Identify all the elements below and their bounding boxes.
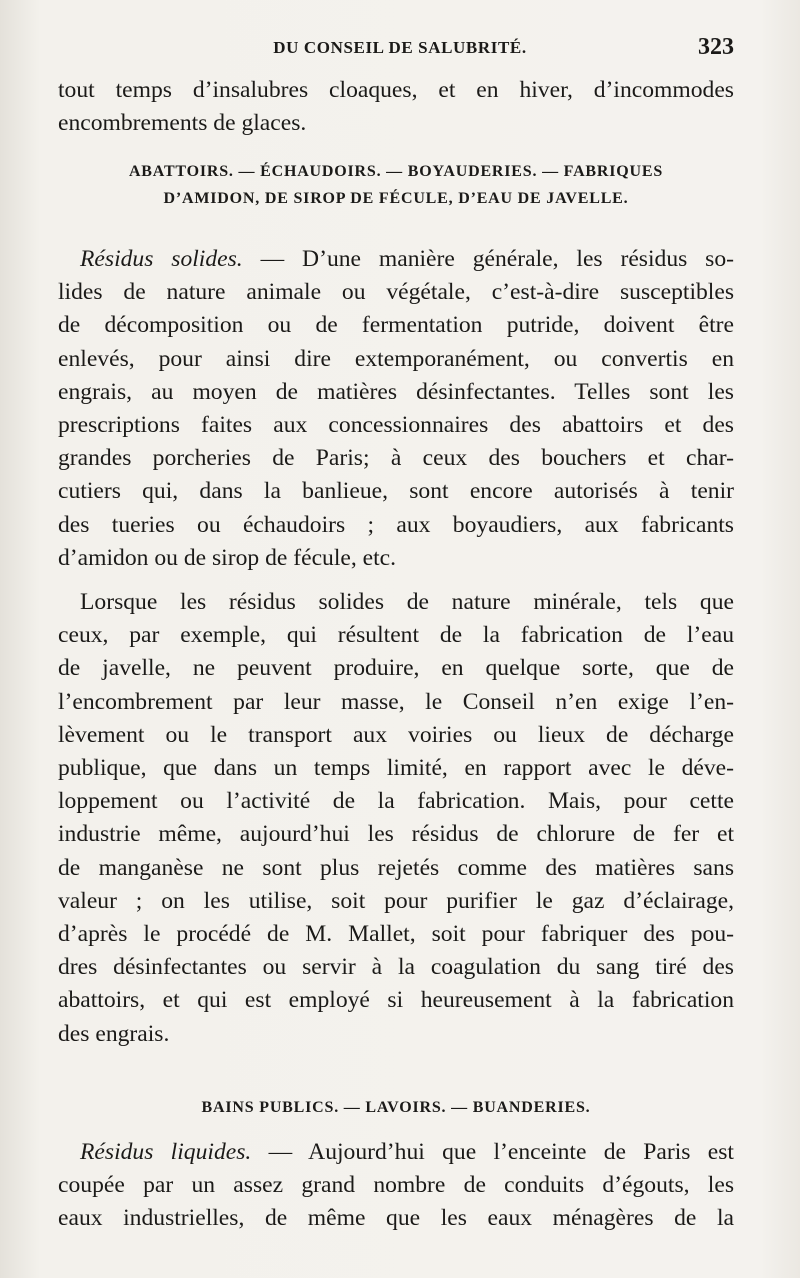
section-title-abattoirs bbox=[58, 158, 734, 212]
text-line bbox=[58, 1136, 734, 1169]
text-line: de javelle, ne peuvent produire, en quelque sorte, que de bbox=[58, 655, 734, 682]
text-line: publique, que dans un temps limité, en rapport avec le déve- bbox=[58, 755, 734, 782]
text-line: lides de nature animale ou végétale, c’est-à-dire susceptibles bbox=[58, 279, 734, 306]
text-line: prescriptions faites aux concessionnaires des abattoirs et des bbox=[58, 412, 734, 439]
text-line: loppement ou l’activité de la fabrication. Mais, pour cette bbox=[58, 788, 734, 815]
text-line: d’amidon ou de sirop de fécule, etc. bbox=[58, 544, 397, 571]
intro-paragraph bbox=[58, 74, 734, 140]
text-line: de manganèse ne sont plus rejetés comme des matières sans bbox=[58, 854, 734, 881]
text-line: l’encombrement par leur masse, le Conseil n’en exige l’en- bbox=[58, 688, 734, 715]
page-header bbox=[60, 34, 740, 64]
running-head: DU CONSEIL DE SALUBRITÉ. bbox=[273, 38, 527, 57]
text-line: d’après le procédé de M. Mallet, soit pour fabriquer des pou- bbox=[58, 921, 734, 948]
text-line: des tueries ou échaudoirs ; aux boyaudiers, aux fabricants bbox=[58, 511, 734, 538]
text-line: abattoirs, et qui est employé si heureusement à la fabrication bbox=[58, 987, 734, 1014]
text-line: de décomposition ou de fermentation putride, doivent être bbox=[58, 312, 734, 339]
paragraph-lead: Résidus liquides. bbox=[80, 1139, 252, 1165]
section-title-bains bbox=[58, 1094, 734, 1121]
text-line: enlevés, pour ainsi dire extemporanément, ou convertis en bbox=[58, 345, 734, 372]
page-number: 323 bbox=[698, 34, 734, 60]
text-line: grandes porcheries de Paris; à ceux des bouchers et char- bbox=[58, 445, 734, 472]
paragraph-lead-rest: — Aujourd’hui que l’enceinte de Paris est bbox=[251, 1139, 734, 1165]
paragraph-residus-mineraux bbox=[58, 586, 734, 1051]
text-line: dres désinfectantes ou servir à la coagulation du sang tiré des bbox=[58, 954, 734, 981]
text-line: cutiers qui, dans la banlieue, sont encore autorisés à tenir bbox=[58, 478, 734, 505]
paragraph-residus-solides bbox=[58, 243, 734, 575]
section-title-line: ABATTOIRS. — ÉCHAUDOIRS. — BOYAUDERIES. — FABRIQUES bbox=[128, 163, 664, 180]
text-line: encombrements de glaces. bbox=[58, 110, 307, 137]
paragraph-residus-liquides bbox=[58, 1136, 734, 1236]
text-line: industrie même, aujourd’hui les résidus de chlorure de fer et bbox=[58, 821, 734, 848]
text-line: Lorsque les résidus solides de nature minérale, tels que bbox=[80, 589, 734, 615]
paragraph-lead-rest: — D’une manière générale, les résidus so- bbox=[242, 246, 735, 272]
text-line: lèvement ou le transport aux voiries ou lieux de décharge bbox=[58, 721, 734, 748]
text-line: engrais, au moyen de matières désinfectantes. Telles sont les bbox=[58, 378, 734, 405]
paragraph-lead: Résidus solides. bbox=[80, 246, 243, 272]
text-line: ceux, par exemple, qui résultent de la fabrication de l’eau bbox=[58, 622, 734, 649]
text-line: valeur ; on les utilise, soit pour purifier le gaz d’éclairage, bbox=[58, 887, 734, 914]
text-line: des engrais. bbox=[58, 1020, 170, 1047]
text-line bbox=[58, 243, 734, 276]
text-line: coupée par un assez grand nombre de conduits d’égouts, les bbox=[58, 1172, 734, 1199]
section-title-line: D’AMIDON, DE SIROP DE FÉCULE, D’EAU DE JAVELLE. bbox=[163, 190, 629, 207]
section-title-line: BAINS PUBLICS. — LAVOIRS. — BUANDERIES. bbox=[201, 1099, 591, 1116]
text-line: eaux industrielles, de même que les eaux ménagères de la bbox=[58, 1205, 734, 1232]
text-line: tout temps d’insalubres cloaques, et en hiver, d’incommodes bbox=[58, 77, 734, 103]
